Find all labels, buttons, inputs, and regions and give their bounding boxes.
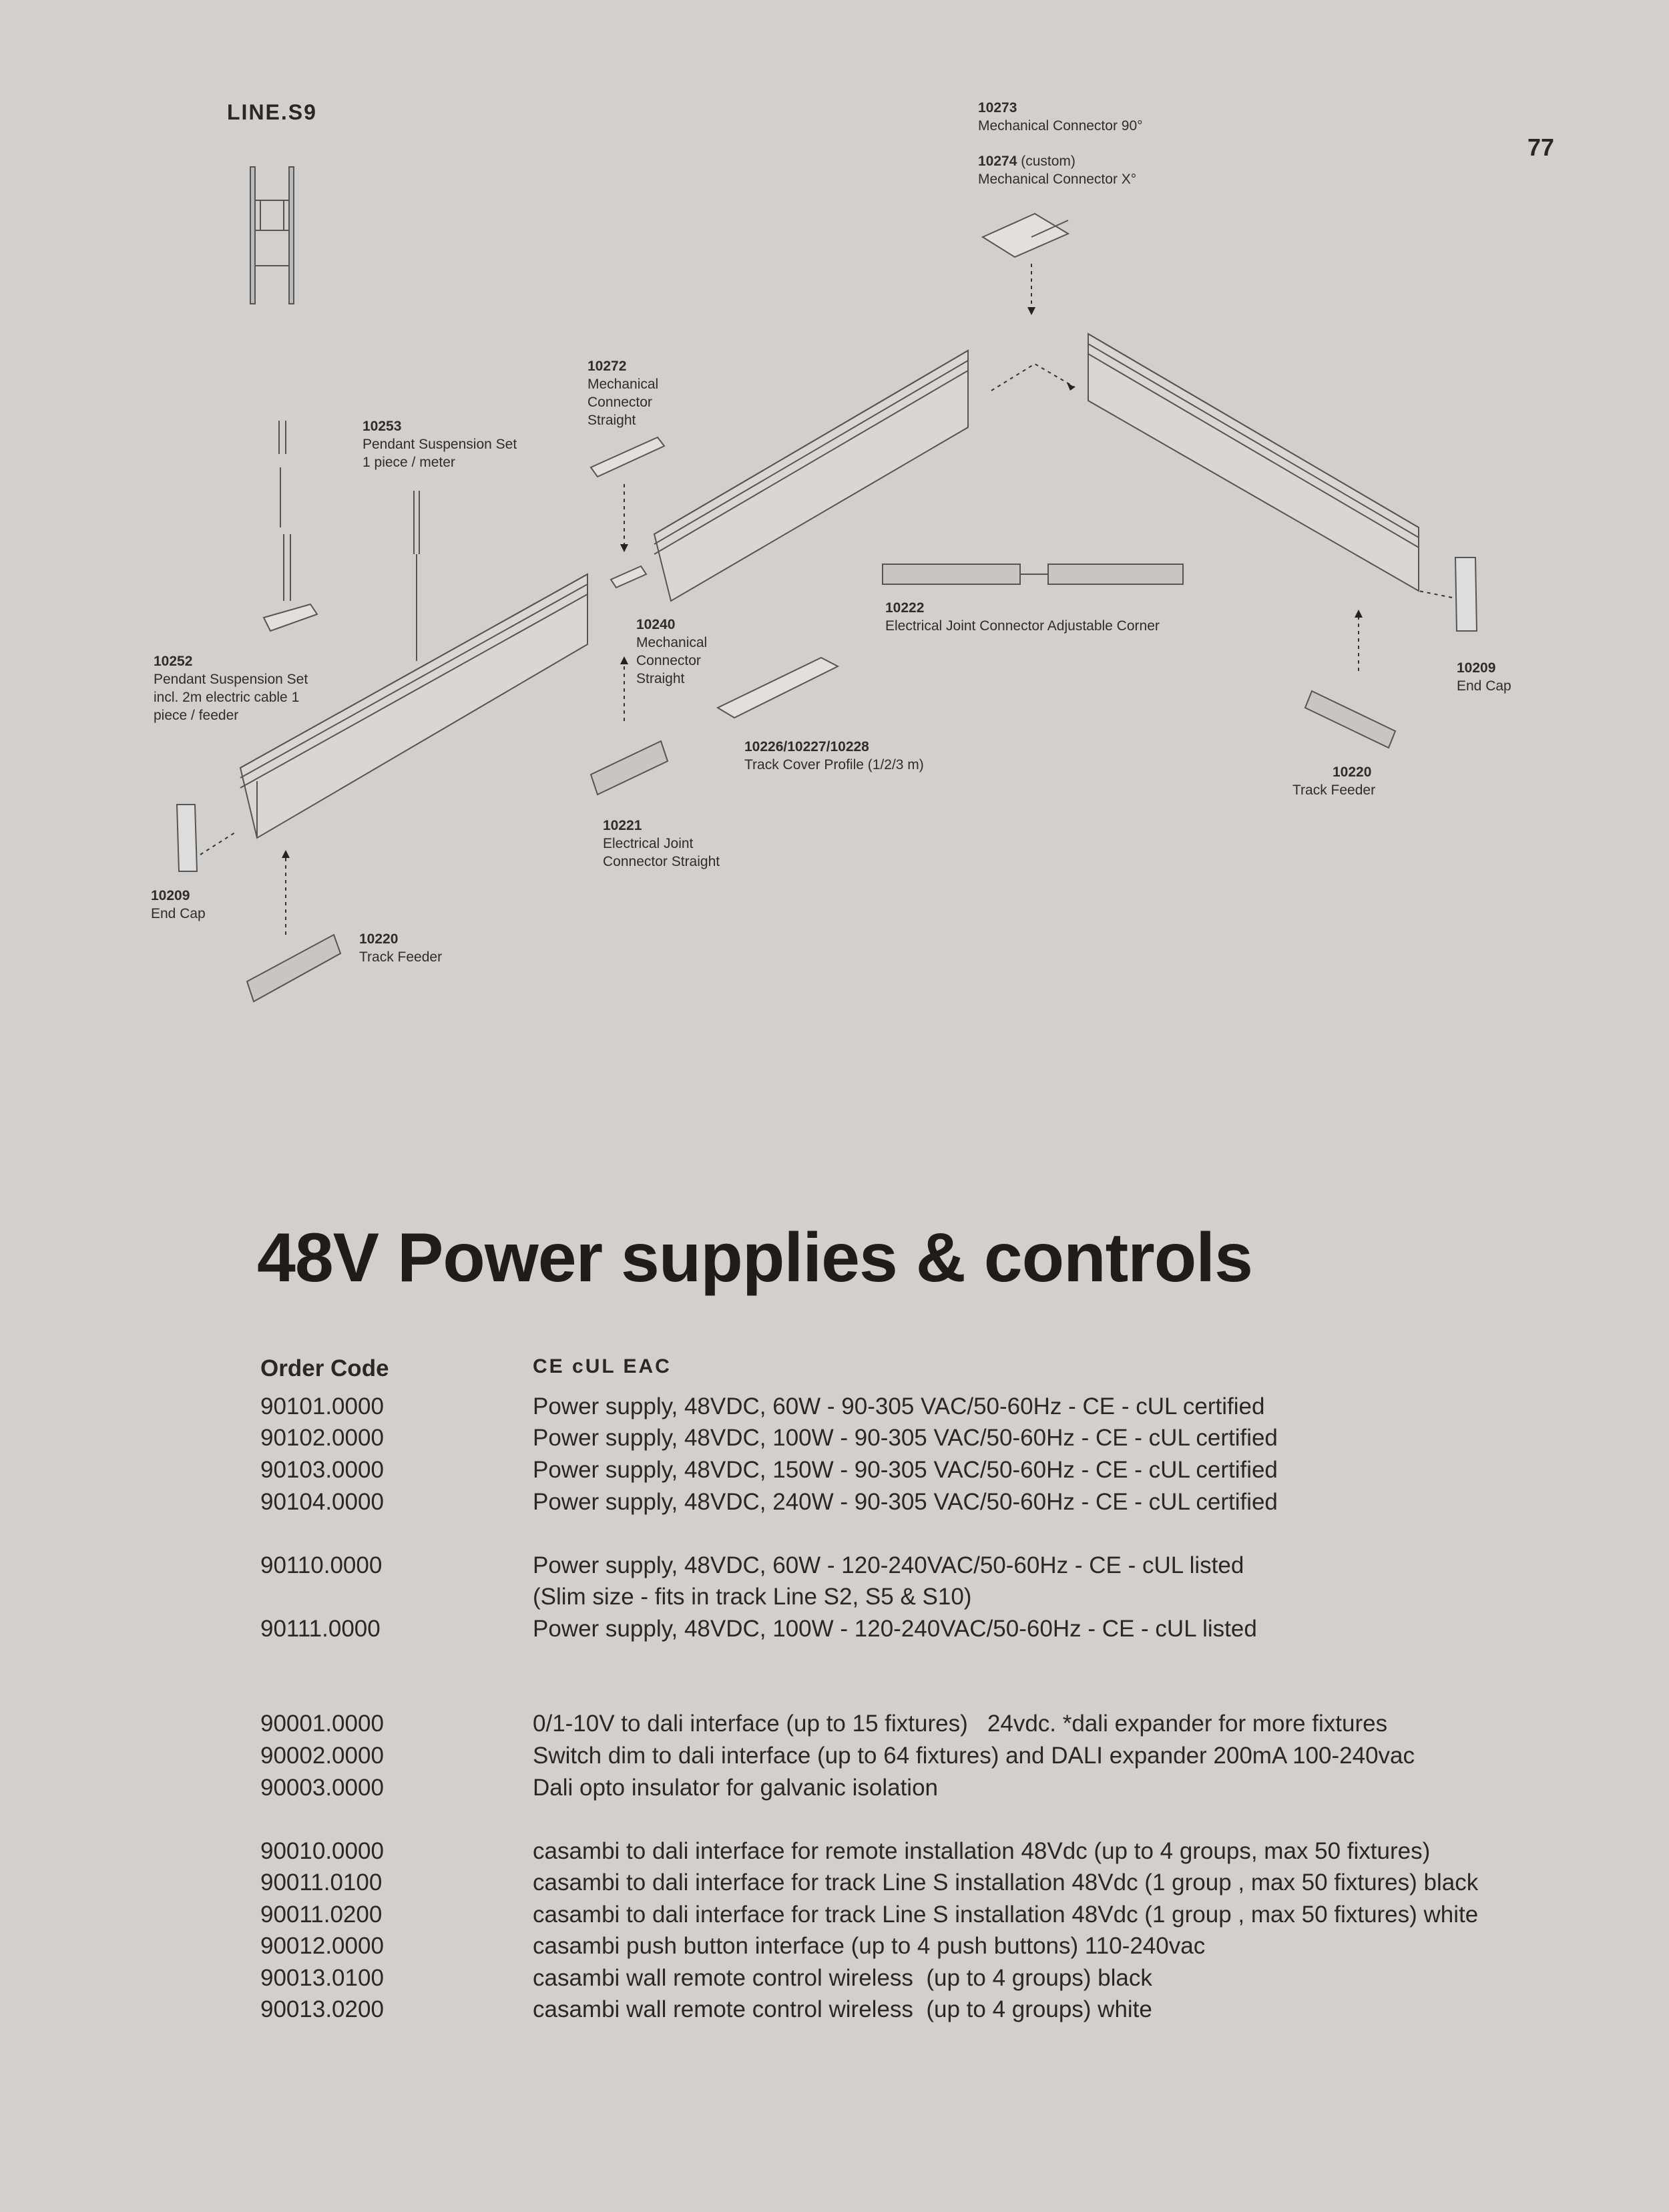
track-center: [654, 351, 968, 601]
order-code-header: Order Code: [260, 1355, 389, 1381]
page-number: 77: [1527, 134, 1555, 161]
connector-straight-part: [591, 437, 664, 477]
callout-10273: 10273 Mechanical Connector 90°: [978, 100, 1143, 134]
exploded-track-drawing: [0, 0, 1669, 1042]
end-cap-right-part: [1455, 558, 1477, 631]
callout-10222: 10222 Electrical Joint Connector Adjustable Corner: [885, 600, 1160, 634]
callout-10274: 10274 (custom) Mechanical Connector X°: [978, 154, 1137, 187]
track-right: [1088, 334, 1419, 591]
callout-10209-left: 10209 End Cap: [151, 888, 206, 921]
callout-10253: 10253 Pendant Suspension Set 1 piece / meter: [363, 419, 517, 470]
series-title: LINE.S9: [227, 100, 317, 124]
callout-10252: 10252 Pendant Suspension Set incl. 2m electric cable 1 piece / feeder: [154, 654, 308, 723]
track-cover-part: [718, 658, 838, 718]
connector-90-part: [983, 214, 1068, 257]
callout-10221: 10221 Electrical Joint Connector Straight: [603, 818, 720, 869]
cert-marks-icon: CE cUL EAC: [533, 1355, 672, 1377]
joint-corner-part: [883, 564, 1183, 584]
end-cap-left-part: [177, 805, 197, 871]
profile-section-icon: [250, 167, 294, 304]
callout-10209-right: 10209 End Cap: [1457, 660, 1511, 694]
joint-straight-part: [591, 741, 668, 795]
callout-10220-right: 10220 Track Feeder: [1292, 764, 1376, 798]
callout-10220-left: 10220 Track Feeder: [359, 931, 443, 965]
callout-10226: 10226/10227/10228 Track Cover Profile (1/2/3 m): [744, 739, 924, 772]
callout-10240: 10240 Mechanical Connector Straight: [636, 617, 708, 686]
callout-10272: 10272 Mechanical Connector Straight: [587, 359, 659, 428]
track-feeder-right-part: [1305, 691, 1395, 748]
section-title: 48V Power supplies & controls: [257, 1219, 1252, 1297]
track-feeder-left-part: [247, 935, 340, 1002]
